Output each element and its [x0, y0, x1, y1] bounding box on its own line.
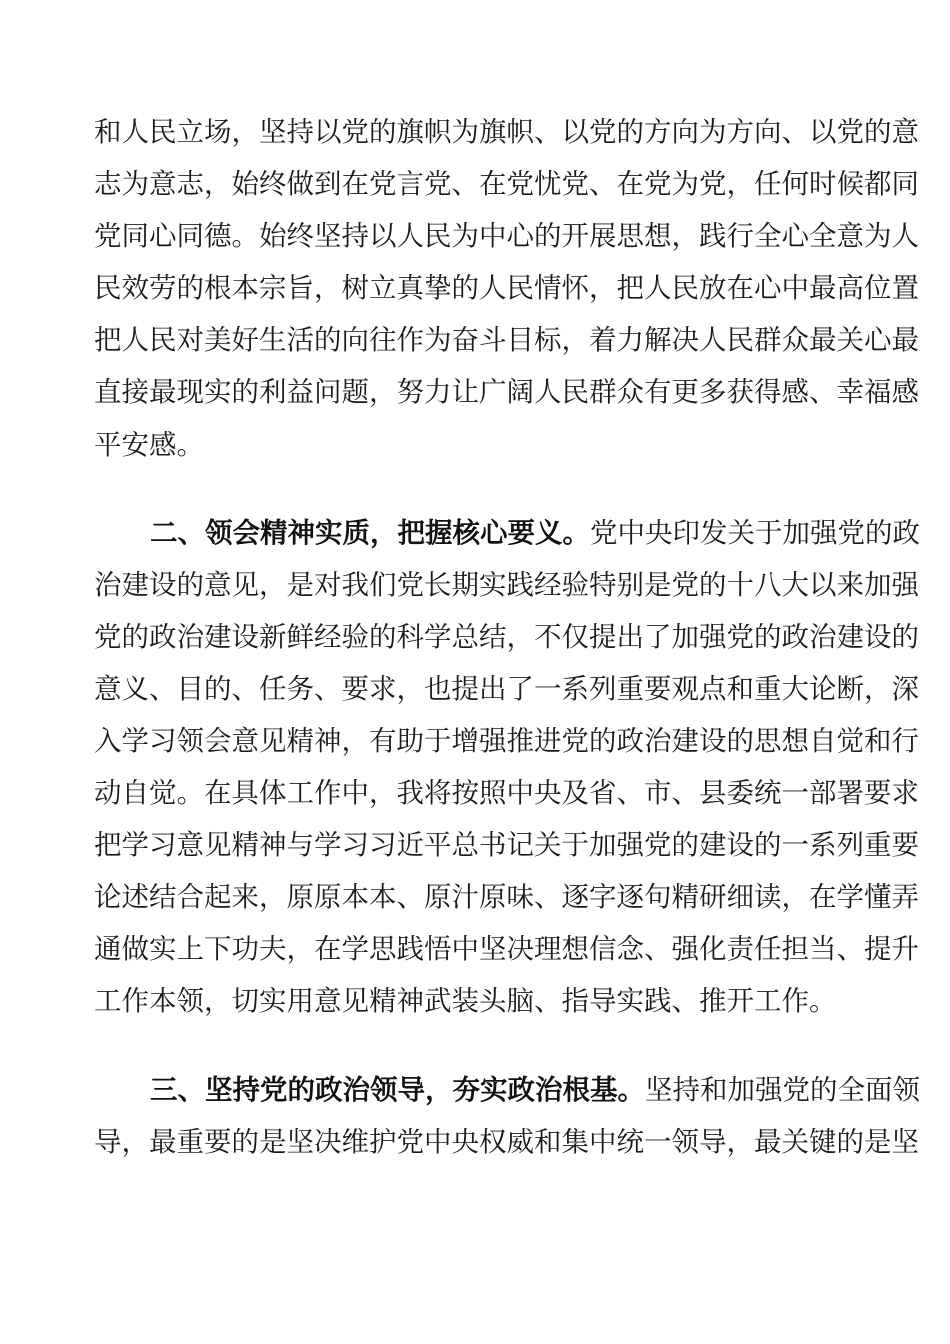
- paragraph-2-line-6: 动自觉。在具体工作中，我将按照中央及省、市、县委统一部署要求: [94, 777, 919, 809]
- paragraph-1-line-7: 平安感。: [94, 429, 204, 461]
- paragraph-1-line-2: 志为意志，始终做到在党言党、在党忧党、在党为党，任何时候都同: [94, 168, 919, 200]
- paragraph-1-line-1: 和人民立场，坚持以党的旗帜为旗帜、以党的方向为方向、以党的意: [94, 116, 919, 148]
- section-2-heading: 二、领会精神实质，把握核心要义。: [150, 517, 590, 549]
- paragraph-2-line-4: 意义、目的、任务、要求，也提出了一系列重要观点和重大论断，深: [94, 673, 919, 705]
- paragraph-2-line-7: 把学习意见精神与学习习近平总书记关于加强党的建设的一系列重要: [94, 829, 919, 861]
- paragraph-1-line-3: 党同心同德。始终坚持以人民为中心的开展思想，践行全心全意为人: [94, 220, 919, 252]
- paragraph-3-line-1: [150, 1072, 920, 1108]
- paragraph-1-line-6: 直接最现实的利益问题，努力让广阔人民群众有更多获得感、幸福感: [94, 376, 919, 408]
- paragraph-3-line-2: 导，最重要的是坚决维护党中央权威和集中统一领导，最关键的是坚: [94, 1126, 919, 1158]
- paragraph-2-line-8: 论述结合起来，原原本本、原汁原味、逐字逐句精研细读，在学懂弄: [94, 881, 919, 913]
- paragraph-2-line-1: [150, 515, 920, 551]
- paragraph-2-line-10: 工作本领，切实用意见精神武装头脑、指导实践、推开工作。: [94, 985, 837, 1017]
- section-3-heading: 三、坚持党的政治领导，夯实政治根基。: [150, 1074, 645, 1106]
- paragraph-1-line-5: 把人民对美好生活的向往作为奋斗目标，着力解决人民群众最关心最: [94, 324, 919, 356]
- paragraph-2-line-9: 通做实上下功夫，在学思践悟中坚决理想信念、强化责任担当、提升: [94, 933, 919, 965]
- paragraph-2-line-1-rest: 党中央印发关于加强党的政: [590, 517, 920, 549]
- paragraph-3-line-1-rest: 坚持和加强党的全面领: [645, 1074, 920, 1106]
- paragraph-1-line-4: 民效劳的根本宗旨，树立真挚的人民情怀，把人民放在心中最高位置: [94, 272, 919, 304]
- paragraph-2-line-3: 党的政治建设新鲜经验的科学总结，不仅提出了加强党的政治建设的: [94, 621, 919, 653]
- paragraph-2-line-5: 入学习领会意见精神，有助于增强推进党的政治建设的思想自觉和行: [94, 725, 919, 757]
- paragraph-2-line-2: 治建设的意见，是对我们党长期实践经验特别是党的十八大以来加强: [94, 569, 919, 601]
